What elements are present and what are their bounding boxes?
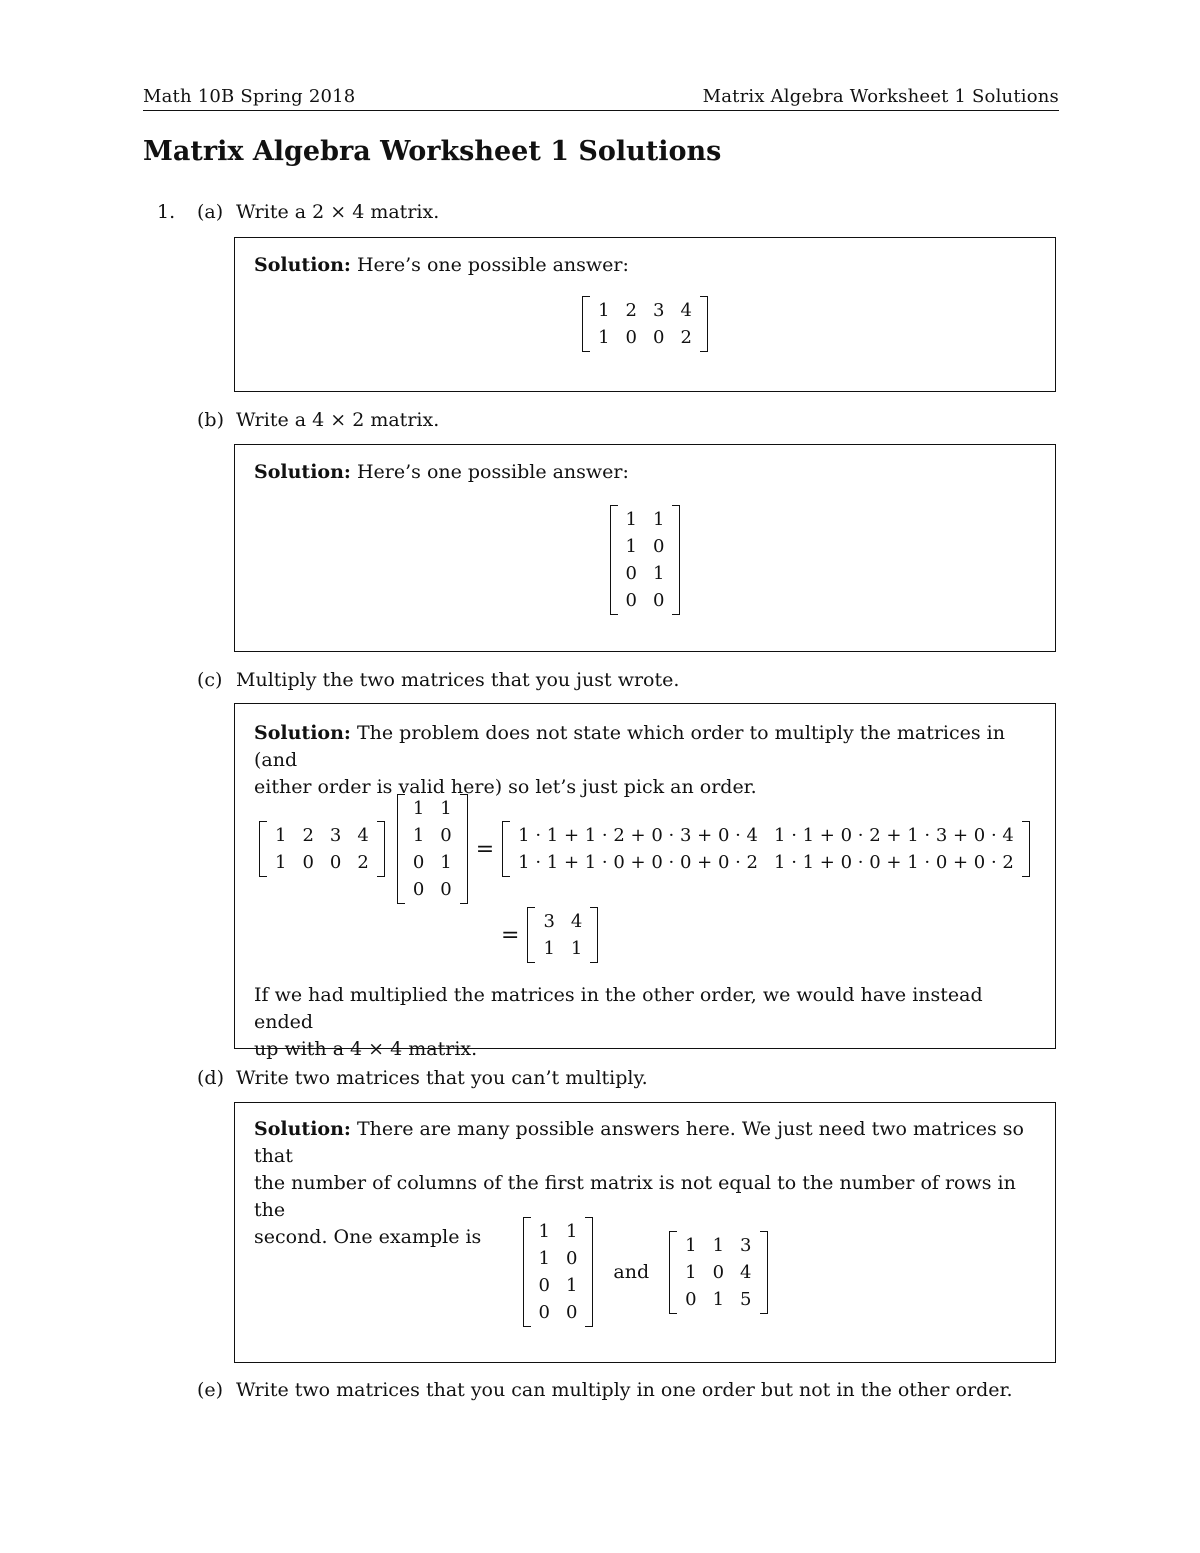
matrix-entry: 4 bbox=[740, 1261, 752, 1283]
matrix-entry: 0 bbox=[653, 536, 665, 557]
matrix-entry: 0 bbox=[329, 852, 342, 873]
matrix-entry: 1 bbox=[598, 300, 610, 321]
solution-label: Solution: bbox=[254, 254, 351, 276]
right-bracket bbox=[760, 1231, 768, 1314]
matrix-row bbox=[405, 795, 460, 822]
matrix-entry: 1 · 1 + 0 · 2 + 1 · 3 + 0 · 4 bbox=[774, 825, 1014, 846]
matrix-entry: 1 bbox=[712, 1234, 725, 1256]
solution-box-a bbox=[234, 237, 1056, 392]
matrix-entry: 0 bbox=[712, 1261, 725, 1283]
matrix-entry: 3 bbox=[329, 825, 342, 846]
solution-label: Solution: bbox=[254, 461, 351, 483]
part-b-prompt: Write a 4 × 2 matrix. bbox=[236, 409, 440, 431]
solution-text-line-2: the number of columns of the first matrix is not equal to the number of rows in the bbox=[254, 1172, 1016, 1221]
part-e-label: (e) bbox=[197, 1379, 224, 1401]
matrix-entry: 1 bbox=[538, 1248, 550, 1269]
solution-box-b bbox=[234, 444, 1056, 652]
matrix-entry: 1 bbox=[275, 852, 287, 873]
matrix-row bbox=[267, 822, 377, 849]
matrix-entry: 5 bbox=[740, 1288, 752, 1310]
solution-box-d bbox=[234, 1102, 1056, 1363]
example-matrix-4x2 bbox=[523, 1217, 594, 1327]
matrix-row bbox=[531, 1299, 586, 1326]
matrix-row bbox=[618, 506, 673, 533]
left-bracket bbox=[259, 821, 267, 877]
matrix-entries bbox=[405, 795, 460, 903]
expanded-product-matrix bbox=[502, 821, 1030, 877]
right-bracket bbox=[700, 296, 708, 352]
matrix-entry: 1 bbox=[440, 852, 452, 873]
matrix-entries bbox=[677, 1232, 759, 1313]
matrix-entry: 1 bbox=[685, 1234, 697, 1256]
matrix-entry: 2 bbox=[680, 327, 692, 348]
matrix-row bbox=[677, 1286, 759, 1313]
matrix-entry: 1 bbox=[565, 1275, 578, 1296]
left-bracket bbox=[527, 907, 535, 963]
matrix-entries bbox=[590, 297, 700, 351]
connector-word: and bbox=[613, 1261, 650, 1283]
part-c-label: (c) bbox=[197, 669, 223, 691]
matrix-entry: 4 bbox=[680, 300, 692, 321]
solution-label: Solution: bbox=[254, 722, 351, 744]
solution-text-line-2: either order is valid here) so let’s just pick an order. bbox=[254, 776, 757, 798]
matrix-row bbox=[535, 935, 590, 962]
matrix-entry: 2 bbox=[357, 852, 369, 873]
part-d-prompt: Write two matrices that you can’t multiply. bbox=[236, 1067, 648, 1089]
matrix-row bbox=[590, 324, 700, 351]
matrix-entry: 0 bbox=[440, 825, 452, 846]
matrix-entry: 0 bbox=[565, 1248, 578, 1269]
matrix-entries bbox=[618, 506, 673, 614]
matrix-row bbox=[531, 1272, 586, 1299]
matrix-entry: 0 bbox=[412, 879, 425, 900]
solution-text: Here’s one possible answer: bbox=[356, 461, 629, 483]
matrix-entry: 0 bbox=[685, 1288, 697, 1310]
matrix-entry: 1 bbox=[653, 509, 665, 530]
matrix-entry: 1 bbox=[598, 327, 610, 348]
matrix-entry: 1 bbox=[625, 509, 637, 530]
matrix-row bbox=[510, 822, 1022, 849]
matrix-entry: 0 bbox=[538, 1302, 550, 1323]
matrix-entry: 1 bbox=[685, 1261, 697, 1283]
matrix-entry: 0 bbox=[412, 852, 425, 873]
matrix-row bbox=[405, 849, 460, 876]
right-bracket bbox=[590, 907, 598, 963]
matrix-entries bbox=[535, 908, 590, 962]
matrix-entry: 0 bbox=[625, 563, 637, 584]
matrix-entries bbox=[510, 822, 1022, 876]
matrix-entry: 3 bbox=[653, 300, 665, 321]
solution-text-line-3: second. One example is bbox=[254, 1226, 482, 1248]
solution-box-c bbox=[234, 703, 1056, 1060]
matrix-row bbox=[510, 849, 1022, 876]
part-a-label: (a) bbox=[197, 201, 224, 223]
matrix-entry: 1 bbox=[653, 563, 665, 584]
matrix-row bbox=[267, 849, 377, 876]
right-bracket bbox=[377, 821, 385, 877]
matrix-row bbox=[531, 1245, 586, 1272]
right-bracket bbox=[585, 1217, 593, 1327]
matrix-2x4 bbox=[582, 296, 708, 352]
matrix-entry: 4 bbox=[357, 825, 369, 846]
header-title: Matrix Algebra Worksheet 1 Solutions bbox=[702, 86, 1059, 107]
matrix-entry: 1 bbox=[565, 1221, 578, 1242]
matrix-entry: 3 bbox=[543, 911, 555, 932]
closing-text-line-2: up with a 4 × 4 matrix. bbox=[254, 1038, 478, 1060]
matrix-entry: 4 bbox=[570, 911, 583, 932]
matrix-entry: 1 bbox=[412, 825, 425, 846]
matrix-row bbox=[590, 297, 700, 324]
matrix-entry: 1 bbox=[543, 938, 555, 959]
matrix-row bbox=[618, 587, 673, 614]
part-a-prompt: Write a 2 × 4 matrix. bbox=[236, 201, 440, 223]
right-bracket bbox=[460, 794, 468, 904]
closing-text-line-1: If we had multiplied the matrices in the other order, we would have instead ended bbox=[254, 984, 983, 1033]
matrix-entry: 0 bbox=[565, 1302, 578, 1323]
part-d-label: (d) bbox=[197, 1067, 224, 1089]
matrix-entry: 1 bbox=[538, 1221, 550, 1242]
left-bracket bbox=[523, 1217, 531, 1327]
right-matrix bbox=[397, 794, 468, 904]
example-matrix-3x3 bbox=[669, 1231, 767, 1314]
part-e-prompt: Write two matrices that you can multiply in one order but not in the other order. bbox=[236, 1379, 1013, 1401]
left-bracket bbox=[502, 821, 510, 877]
matrix-entry: 0 bbox=[625, 590, 637, 611]
header-course: Math 10B Spring 2018 bbox=[143, 86, 356, 107]
matrix-entry: 1 bbox=[275, 825, 287, 846]
matrix-entry: 1 bbox=[625, 536, 637, 557]
matrix-entry: 1 · 1 + 0 · 0 + 1 · 0 + 0 · 2 bbox=[774, 852, 1014, 873]
matrix-entry: 0 bbox=[302, 852, 314, 873]
part-b-label: (b) bbox=[197, 409, 224, 431]
page-title: Matrix Algebra Worksheet 1 Solutions bbox=[143, 136, 722, 167]
matrix-entry: 0 bbox=[653, 327, 665, 348]
equals-sign: = bbox=[475, 836, 495, 862]
matrix-4x2 bbox=[610, 505, 681, 615]
matrix-row bbox=[535, 908, 590, 935]
header-rule bbox=[143, 110, 1059, 111]
matrix-entry: 1 · 1 + 1 · 2 + 0 · 3 + 0 · 4 bbox=[518, 825, 759, 846]
solution-text-line-1: The problem does not state which order to multiply the matrices in (and bbox=[254, 722, 1006, 771]
matrix-entry: 0 bbox=[625, 327, 637, 348]
matrix-entries bbox=[267, 822, 377, 876]
solution-label: Solution: bbox=[254, 1118, 351, 1140]
matrix-entry: 0 bbox=[538, 1275, 550, 1296]
left-bracket bbox=[669, 1231, 677, 1314]
left-bracket bbox=[397, 794, 405, 904]
matrix-entry: 3 bbox=[740, 1234, 752, 1256]
right-bracket bbox=[1022, 821, 1030, 877]
matrix-row bbox=[618, 533, 673, 560]
matrix-entry: 0 bbox=[440, 879, 452, 900]
matrix-row bbox=[405, 822, 460, 849]
left-matrix bbox=[259, 821, 385, 877]
matrix-entry: 2 bbox=[625, 300, 637, 321]
matrix-row bbox=[618, 560, 673, 587]
part-c-prompt: Multiply the two matrices that you just wrote. bbox=[236, 669, 680, 691]
left-bracket bbox=[582, 296, 590, 352]
matrix-row bbox=[405, 876, 460, 903]
matrix-row bbox=[531, 1218, 586, 1245]
matrix-entry: 1 bbox=[712, 1288, 725, 1310]
solution-text-line-1: There are many possible answers here. We just need two matrices so that bbox=[254, 1118, 1024, 1167]
matrix-entry: 1 bbox=[440, 798, 452, 819]
product-equation bbox=[259, 794, 1030, 904]
matrix-entry: 1 · 1 + 1 · 0 + 0 · 0 + 0 · 2 bbox=[518, 852, 759, 873]
matrix-row bbox=[677, 1232, 759, 1259]
equals-sign: = bbox=[501, 922, 520, 948]
matrix-entry: 1 bbox=[570, 938, 583, 959]
result-matrix bbox=[527, 907, 598, 963]
matrix-entry: 1 bbox=[412, 798, 425, 819]
result-equation bbox=[493, 907, 598, 963]
matrix-entry: 2 bbox=[302, 825, 314, 846]
solution-text: Here’s one possible answer: bbox=[356, 254, 629, 276]
question-number: 1. bbox=[157, 201, 176, 223]
matrix-entry: 0 bbox=[653, 590, 665, 611]
matrix-row bbox=[677, 1259, 759, 1286]
right-bracket bbox=[672, 505, 680, 615]
matrix-entries bbox=[531, 1218, 586, 1326]
left-bracket bbox=[610, 505, 618, 615]
